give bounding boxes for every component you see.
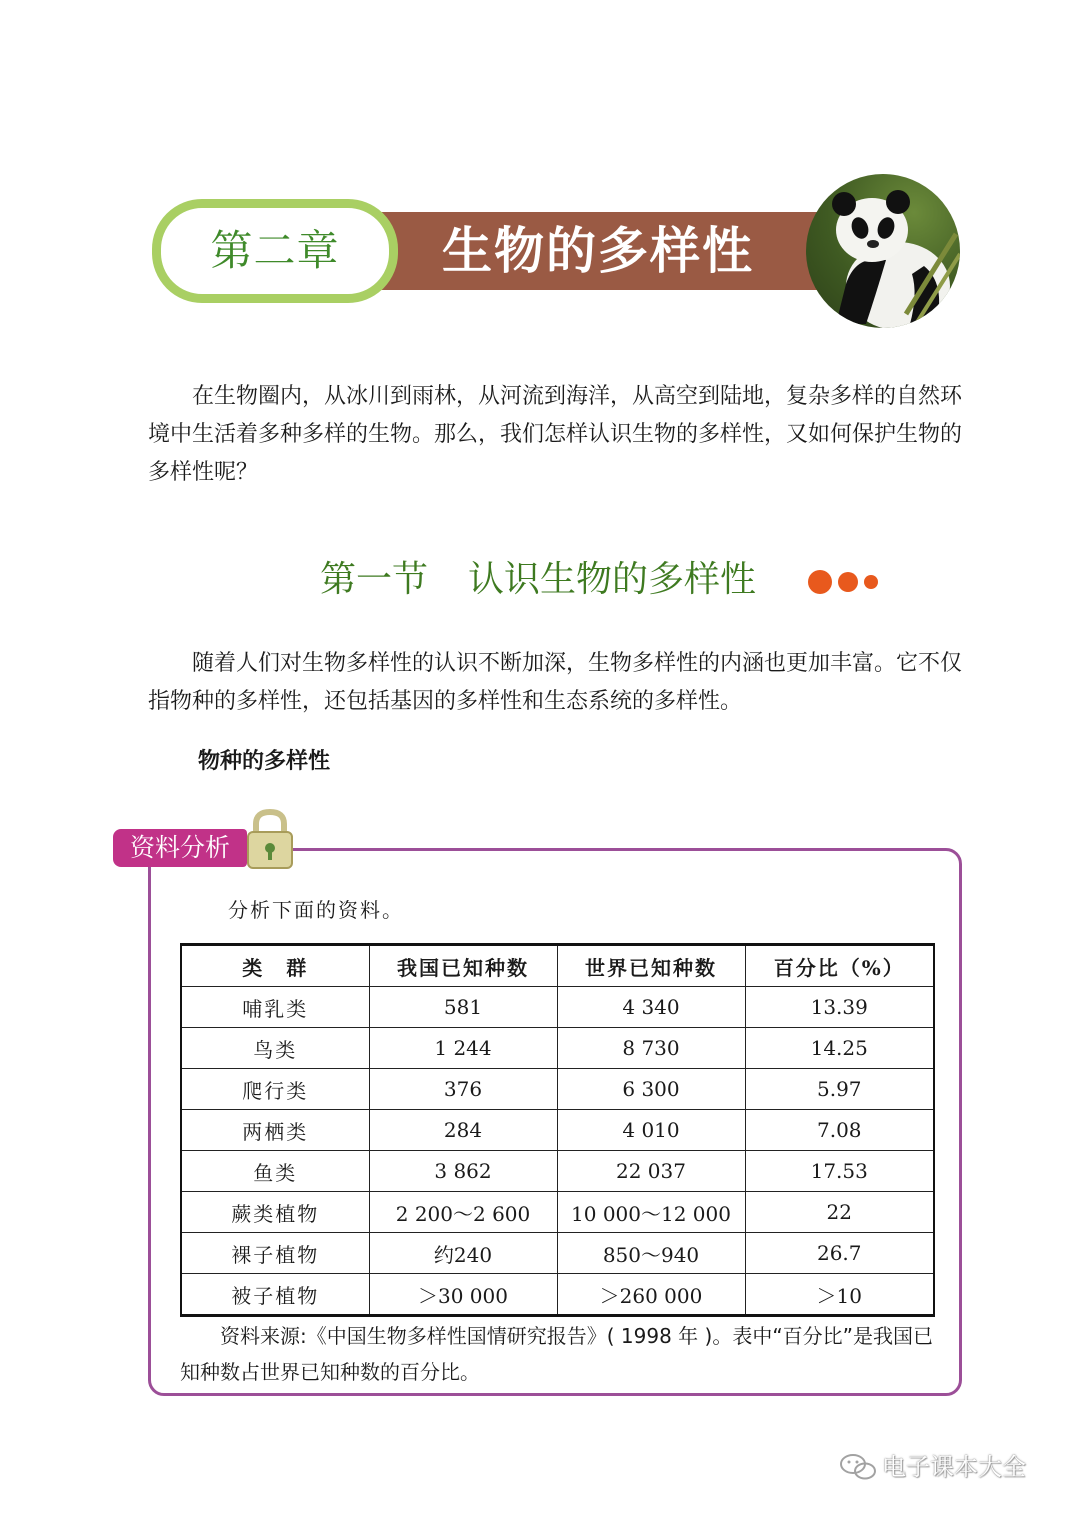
table-cell-percent: 22: [745, 1192, 934, 1233]
analysis-prompt: 分析下面的资料。: [228, 898, 404, 922]
chapter-title: 生物的多样性: [442, 222, 754, 280]
table-cell-group: 两栖类: [181, 1110, 369, 1151]
table-cell-china: 284: [369, 1110, 557, 1151]
table-row: [181, 987, 934, 1028]
table-row: [181, 1151, 934, 1192]
intro-paragraph: 在生物圈内，从冰川到雨林，从河流到海洋，从高空到陆地，复杂多样的自然环境中生活着多种多样的生物。那么，我们怎样认识生物的多样性，又如何保护生物的多样性呢？: [148, 384, 963, 485]
table-cell-percent: 26.7: [745, 1233, 934, 1274]
table-row: [181, 1069, 934, 1110]
table-cell-percent: 5.97: [745, 1069, 934, 1110]
table-cell-percent: 17.53: [745, 1151, 934, 1192]
table-cell-group: 被子植物: [181, 1274, 369, 1316]
wechat-icon: [838, 1452, 878, 1482]
body-paragraph: 随着人们对生物多样性的认识不断加深，生物多样性的内涵也更加丰富。它不仅指物种的多样性，还包括基因的多样性和生态系统的多样性。: [148, 651, 963, 714]
table-cell-world: 10 000～12 000: [557, 1192, 745, 1233]
table-cell-group: 蕨类植物: [181, 1192, 369, 1233]
table-cell-group: 爬行类: [181, 1069, 369, 1110]
table-cell-china: 3 862: [369, 1151, 557, 1192]
dot-medium: [838, 572, 858, 592]
chapter-label: 第二章: [210, 226, 340, 275]
table-cell-world: 8 730: [557, 1028, 745, 1069]
watermark: [838, 1450, 1026, 1484]
table-cell-china: ＞30 000: [369, 1274, 557, 1316]
dot-small: [864, 575, 878, 589]
analysis-box-tab: 资料分析: [113, 829, 247, 867]
header-percentage: 百分比（%）: [745, 945, 934, 987]
section-title: 认识生物的多样性: [468, 559, 757, 600]
table-cell-world: 4 340: [557, 987, 745, 1028]
table-row: [181, 1110, 934, 1151]
table-cell-group: 鸟类: [181, 1028, 369, 1069]
source-note: 资料来源:《中国生物多样性国情研究报告》( 1998 年 )。表中“百分比”是我国已知种数占世界已知种数的百分比。: [180, 1324, 934, 1384]
table-cell-percent: 13.39: [745, 987, 934, 1028]
table-cell-china: 2 200～2 600: [369, 1192, 557, 1233]
padlock-icon: [244, 808, 296, 870]
table-row: [181, 1028, 934, 1069]
table-cell-world: 850～940: [557, 1233, 745, 1274]
table-cell-world: 22 037: [557, 1151, 745, 1192]
table-cell-percent: 14.25: [745, 1028, 934, 1069]
table-cell-group: 鱼类: [181, 1151, 369, 1192]
table-header-row: [181, 945, 934, 987]
watermark-text: 电子课本大全: [882, 1453, 1026, 1481]
header-world-count: 世界已知种数: [557, 945, 745, 987]
section-number: 第一节: [320, 559, 429, 600]
header-group: 类 群: [181, 945, 369, 987]
table-cell-china: 1 244: [369, 1028, 557, 1069]
table-cell-world: 6 300: [557, 1069, 745, 1110]
table-cell-china: 376: [369, 1069, 557, 1110]
subheading: 物种的多样性: [198, 749, 331, 774]
table-cell-group: 裸子植物: [181, 1233, 369, 1274]
species-table: [180, 943, 935, 1317]
table-row: [181, 1274, 934, 1316]
table-cell-china: 581: [369, 987, 557, 1028]
table-cell-china: 约240: [369, 1233, 557, 1274]
section-heading: [320, 555, 756, 605]
table-cell-percent: ＞10: [745, 1274, 934, 1316]
table-cell-percent: 7.08: [745, 1110, 934, 1151]
panda-photo: [806, 174, 960, 328]
dot-large: [808, 570, 832, 594]
table-row: [181, 1192, 934, 1233]
table-cell-group: 哺乳类: [181, 987, 369, 1028]
table-cell-world: ＞260 000: [557, 1274, 745, 1316]
table-row: [181, 1233, 934, 1274]
header-china-count: 我国已知种数: [369, 945, 557, 987]
table-cell-world: 4 010: [557, 1110, 745, 1151]
